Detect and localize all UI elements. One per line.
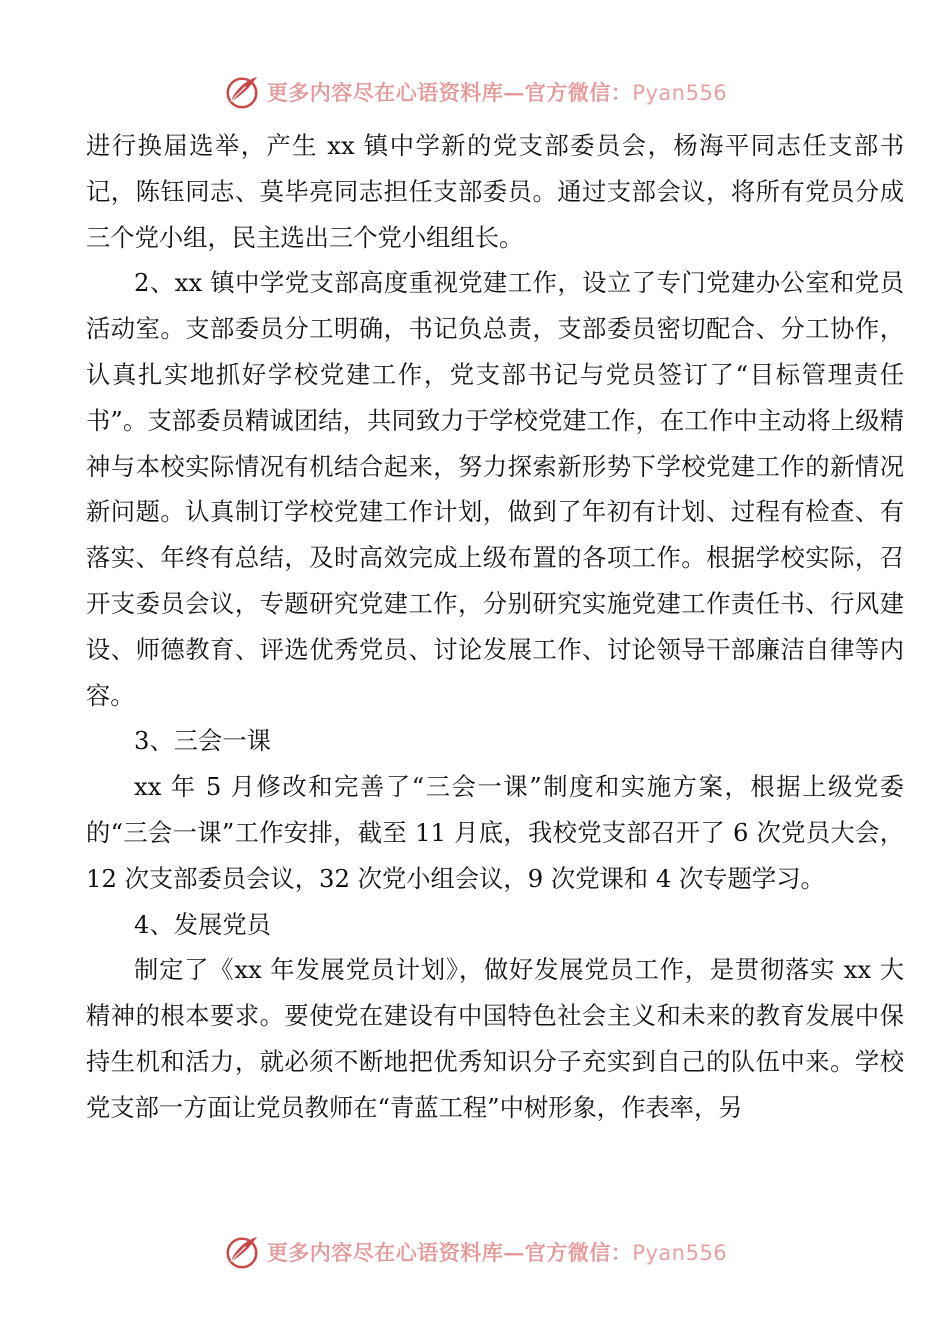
feather-circle-icon [223,1233,261,1271]
header-watermark [0,72,950,112]
feather-circle-icon [223,73,261,111]
wechat-id: Pyan556 [632,1241,728,1265]
paragraph-develop-members: 制定了《xx 年发展党员计划》，做好发展党员工作，是贯彻落实 xx 大精神的根本要求。要使党在建设有中国特色社会主义和未来的教育发展中保持生机和活力，就必须不断地把优秀知识分子充实到自己的队伍中来。学校党支部一方面让党员教师在“青蓝工程”中树形象，作表率，另 [86,955,904,1122]
watermark-text: 更多内容尽在心语资料库—官方微信：Pyan556 [266,80,728,105]
wechat-id: Pyan556 [632,81,728,105]
paragraph-continued: 进行换届选举，产生 xx 镇中学新的党支部委员会，杨海平同志任支部书记，陈钰同志、莫毕亮同志担任支部委员。通过支部会议，将所有党员分成三个党小组，民主选出三个党小组组长。 [86,131,904,252]
paragraph-item-2: 2、xx 镇中学党支部高度重视党建工作，设立了专门党建办公室和党员活动室。支部委员分工明确，书记负总责，支部委员密切配合、分工协作，认真扎实地抓好学校党建工作，党支部书记与党员签订了“目标管理责任书”。支部委员精诚团结，共同致力于学校党建工作，在工作中主动将上级精神与本校实际情况有机结合起来，努力探索新形势下学校党建工作的新情况新问题。认真制订学校党建工作计划，做到了年初有计划、过程有检查、有落实、年终有总结，及时高效完成上级布置的各项工作。根据学校实际，召开支委员会议，专题研究党建工作，分别研究实施党建工作责任书、行风建设、师德教育、评选优秀党员、讨论发展工作、讨论领导干部廉洁自律等内容。 [86,268,904,710]
watermark-text: 更多内容尽在心语资料库—官方微信：Pyan556 [266,1240,728,1265]
footer-watermark [0,1232,950,1272]
heading-item-3: 3、三会一课 [134,726,271,756]
document-body [86,123,904,1131]
paragraph-three-meetings: xx 年 5 月修改和完善了“三会一课”制度和实施方案，根据上级党委的“三会一课”工作安排，截至 11 月底，我校党支部召开了 6 次党员大会，12 次支部委员会议，32 次党小组会议，9 次党课和 4 次专题学习。 [86,772,904,893]
heading-item-4: 4、发展党员 [134,909,271,939]
